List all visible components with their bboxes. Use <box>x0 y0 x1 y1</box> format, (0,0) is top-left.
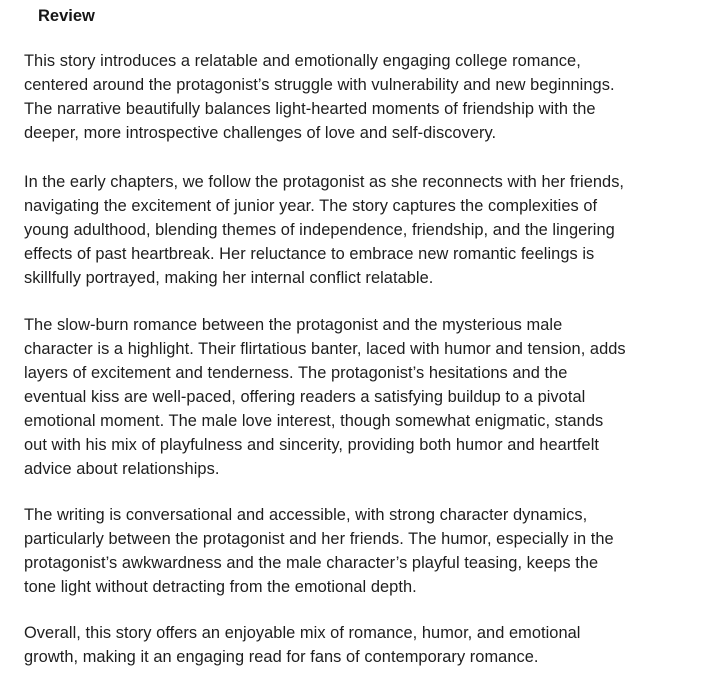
paragraph-line: centered around the protagonist’s struggle with vulnerability and new beginnings. <box>24 76 615 94</box>
paragraph-line: effects of past heartbreak. Her reluctance to embrace new romantic feelings is <box>24 245 595 263</box>
paragraph-line: protagonist’s awkwardness and the male character’s playful teasing, keeps the <box>24 554 599 572</box>
paragraph-line: This story introduces a relatable and emotionally engaging college romance, <box>24 52 581 70</box>
paragraph-line: emotional moment. The male love interest, though somewhat enigmatic, stands <box>24 412 604 430</box>
review-paragraph-early-chapters <box>24 170 714 290</box>
paragraph-line: advice about relationships. <box>24 460 220 478</box>
review-title: Review <box>38 7 95 25</box>
paragraph-line: eventual kiss are well-paced, offering readers a satisfying buildup to a pivotal <box>24 388 586 406</box>
paragraph-line: In the early chapters, we follow the protagonist as she reconnects with her friends, <box>24 173 625 191</box>
paragraph-line: tone light without detracting from the emotional depth. <box>24 578 417 596</box>
paragraph-line: out with his mix of playfulness and sincerity, providing both humor and heartfelt <box>24 436 599 454</box>
paragraph-line: young adulthood, blending themes of independence, friendship, and the lingering <box>24 221 615 239</box>
paragraph-line: Overall, this story offers an enjoyable mix of romance, humor, and emotional <box>24 624 581 642</box>
paragraph-line: navigating the excitement of junior year. The story captures the complexities of <box>24 197 598 215</box>
review-paragraph-overall <box>24 621 714 669</box>
paragraph-line: The slow-burn romance between the protagonist and the mysterious male <box>24 316 563 334</box>
paragraph-line: layers of excitement and tenderness. The protagonist’s hesitations and the <box>24 364 568 382</box>
review-paragraph-romance <box>24 313 714 481</box>
paragraph-line: skillfully portrayed, making her internal conflict relatable. <box>24 269 434 287</box>
paragraph-line: growth, making it an engaging read for fans of contemporary romance. <box>24 648 539 666</box>
paragraph-line: deeper, more introspective challenges of love and self-discovery. <box>24 124 497 142</box>
review-paragraph-intro <box>24 49 714 145</box>
review-paragraph-writing <box>24 503 714 599</box>
paragraph-line: particularly between the protagonist and her friends. The humor, especially in the <box>24 530 614 548</box>
paragraph-line: character is a highlight. Their flirtatious banter, laced with humor and tension, adds <box>24 340 626 358</box>
paragraph-line: The writing is conversational and accessible, with strong character dynamics, <box>24 506 588 524</box>
paragraph-line: The narrative beautifully balances light-hearted moments of friendship with the <box>24 100 596 118</box>
